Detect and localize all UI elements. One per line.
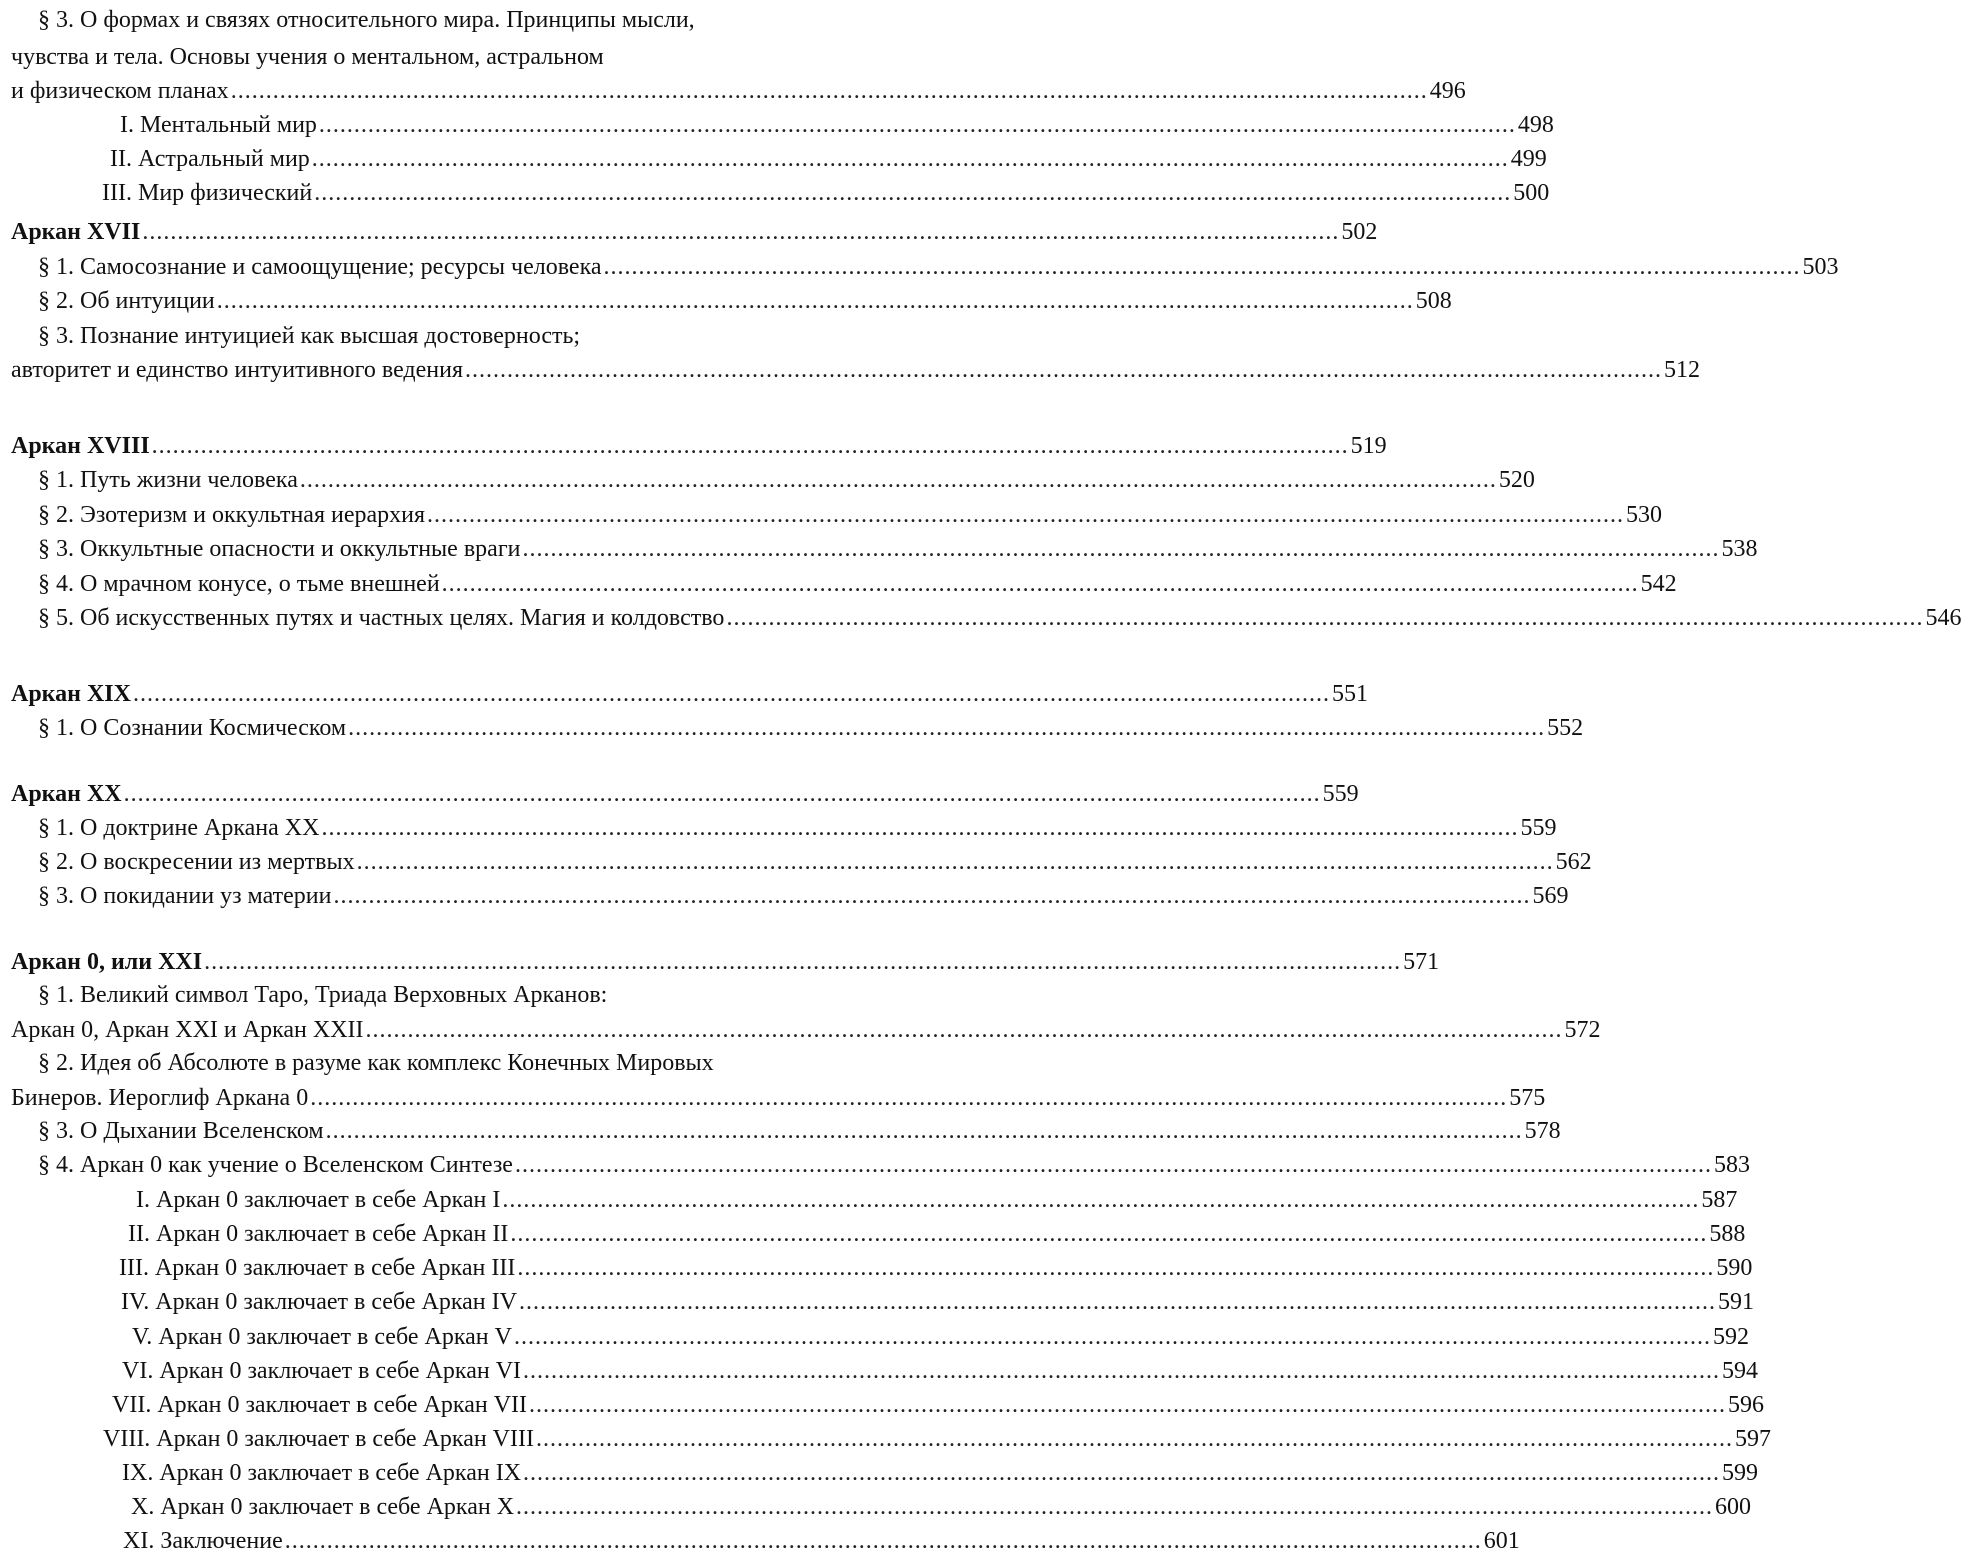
toc-entry[interactable]: XI. Заключение ........................................................................................................................................................................... 601	[123, 1524, 882, 1558]
toc-entry[interactable]: § 2. Об интуиции ........................................................................................................................................................................... 508	[38, 284, 882, 318]
leader-dots: ...........................................................................................................................................................................	[204, 949, 1402, 975]
toc-entry[interactable]: II. Астральный мир ........................................................................................................................................................................... 499	[110, 142, 882, 176]
leader-dots: ...........................................................................................................................................................................	[365, 1017, 1563, 1043]
leader-dots: ...........................................................................................................................................................................	[513, 1324, 1711, 1350]
leader-dots: ...........................................................................................................................................................................	[314, 180, 1512, 206]
toc-chapter[interactable]: Аркан XX ........................................................................................................................................................................... 559	[11, 777, 882, 811]
leader-dots: ...........................................................................................................................................................................	[465, 357, 1662, 383]
leader-dots: ...........................................................................................................................................................................	[348, 715, 1546, 741]
leader-dots: ...........................................................................................................................................................................	[529, 1392, 1727, 1418]
toc-entry[interactable]: III. Аркан 0 заключает в себе Аркан III ........................................................................................................................................................................... 590	[119, 1251, 882, 1285]
toc-entry[interactable]: § 1. Путь жизни человека ........................................................................................................................................................................... 520	[38, 463, 882, 497]
toc-chapter[interactable]: Аркан XVII ........................................................................................................................................................................... 502	[11, 215, 882, 249]
leader-dots: ...........................................................................................................................................................................	[517, 1255, 1715, 1281]
toc-line: § 3. Познание интуицией как высшая достоверность;	[38, 323, 581, 349]
toc-entry[interactable]: X. Аркан 0 заключает в себе Аркан X ........................................................................................................................................................................... 600	[131, 1490, 882, 1524]
toc-entry[interactable]: III. Мир физический ........................................................................................................................................................................... 500	[102, 176, 882, 210]
leader-dots: ...........................................................................................................................................................................	[310, 1085, 1508, 1111]
toc-entry[interactable]: § 1. Самосознание и самоощущение; ресурсы человека ........................................................................................................................................................................... 503	[38, 250, 882, 284]
leader-dots: ...........................................................................................................................................................................	[321, 815, 1519, 841]
toc-entry[interactable]: § 2. Эзотеризм и оккультная иерархия ........................................................................................................................................................................... 530	[38, 498, 882, 532]
leader-dots: ...........................................................................................................................................................................	[356, 849, 1554, 875]
toc-entry[interactable]: Бинеров. Иероглиф Аркана 0 ........................................................................................................................................................................... 575	[11, 1081, 882, 1115]
leader-dots: ...........................................................................................................................................................................	[536, 1426, 1733, 1452]
toc-entry[interactable]: VI. Аркан 0 заключает в себе Аркан VI ........................................................................................................................................................................... 594	[122, 1354, 882, 1388]
leader-dots: ...........................................................................................................................................................................	[516, 1494, 1714, 1520]
leader-dots: ...........................................................................................................................................................................	[123, 781, 1321, 807]
leader-dots: ...........................................................................................................................................................................	[151, 433, 1349, 459]
toc-entry[interactable]: § 3. О Дыхании Вселенском ........................................................................................................................................................................... 578	[38, 1114, 882, 1148]
toc-entry[interactable]: IX. Аркан 0 заключает в себе Аркан IX ........................................................................................................................................................................... 599	[122, 1456, 882, 1490]
leader-dots: ...........................................................................................................................................................................	[132, 681, 1330, 707]
leader-dots: ...........................................................................................................................................................................	[510, 1221, 1708, 1247]
toc-entry[interactable]: IV. Аркан 0 заключает в себе Аркан IV ........................................................................................................................................................................... 591	[121, 1285, 882, 1319]
toc-line: § 2. Идея об Абсолюте в разуме как комплекс Конечных Мировых	[38, 1050, 714, 1076]
toc-line: § 3. О формах и связях относительного мира. Принципы мысли,	[38, 7, 695, 33]
toc-entry[interactable]: § 4. Аркан 0 как учение о Вселенском Синтезе ........................................................................................................................................................................... 583	[38, 1148, 882, 1182]
toc-entry[interactable]: § 4. О мрачном конусе, о тьме внешней ........................................................................................................................................................................... 542	[38, 567, 882, 601]
toc-entry[interactable]: авторитет и единство интуитивного ведения ........................................................................................................................................................................... 512	[11, 353, 882, 387]
toc-chapter[interactable]: Аркан XVIII ........................................................................................................................................................................... 519	[11, 429, 882, 463]
toc-chapter[interactable]: Аркан XIX ........................................................................................................................................................................... 551	[11, 677, 882, 711]
leader-dots: ...........................................................................................................................................................................	[299, 467, 1497, 493]
leader-dots: ...........................................................................................................................................................................	[441, 571, 1639, 597]
toc-chapter[interactable]: Аркан 0, или XXI ........................................................................................................................................................................... 571	[11, 945, 882, 979]
toc-entry[interactable]: § 3. Оккультные опасности и оккультные враги ........................................................................................................................................................................... 538	[38, 532, 882, 566]
toc-entry[interactable]: Аркан 0, Аркан XXI и Аркан XXII ........................................................................................................................................................................... 572	[11, 1013, 882, 1047]
leader-dots: ...........................................................................................................................................................................	[726, 605, 1924, 631]
leader-dots: ...........................................................................................................................................................................	[502, 1187, 1700, 1213]
leader-dots: ...........................................................................................................................................................................	[284, 1528, 1482, 1554]
leader-dots: ...........................................................................................................................................................................	[230, 78, 1428, 104]
toc-entry[interactable]: II. Аркан 0 заключает в себе Аркан II ........................................................................................................................................................................... 588	[128, 1217, 882, 1251]
toc-entry[interactable]: и физическом планах ........................................................................................................................................................................... 496	[11, 74, 882, 108]
leader-dots: ...........................................................................................................................................................................	[325, 1118, 1523, 1144]
leader-dots: ...........................................................................................................................................................................	[518, 1289, 1716, 1315]
toc-line: чувства и тела. Основы учения о ментальном, астральном	[11, 44, 604, 70]
toc-entry[interactable]: VII. Аркан 0 заключает в себе Аркан VII ........................................................................................................................................................................... 596	[112, 1388, 882, 1422]
leader-dots: ...........................................................................................................................................................................	[522, 536, 1720, 562]
toc-entry[interactable]: § 3. О покидании уз материи ........................................................................................................................................................................... 569	[38, 879, 882, 913]
leader-dots: ...........................................................................................................................................................................	[427, 502, 1625, 528]
toc-entry[interactable]: § 1. О Сознании Космическом ........................................................................................................................................................................... 552	[38, 711, 882, 745]
leader-dots: ...........................................................................................................................................................................	[333, 883, 1531, 909]
toc-entry[interactable]: § 1. О доктрине Аркана XX ........................................................................................................................................................................... 559	[38, 811, 882, 845]
toc-entry[interactable]: I. Ментальный мир ........................................................................................................................................................................... 498	[120, 108, 882, 142]
toc-entry[interactable]: V. Аркан 0 заключает в себе Аркан V ........................................................................................................................................................................... 592	[132, 1320, 882, 1354]
toc-entry[interactable]: I. Аркан 0 заключает в себе Аркан I ........................................................................................................................................................................... 587	[136, 1183, 882, 1217]
toc-line: § 1. Великий символ Таро, Триада Верховных Арканов:	[38, 982, 608, 1008]
leader-dots: ...........................................................................................................................................................................	[216, 288, 1414, 314]
leader-dots: ...........................................................................................................................................................................	[142, 219, 1340, 245]
leader-dots: ...........................................................................................................................................................................	[523, 1358, 1721, 1384]
toc-entry[interactable]: § 5. Об искусственных путях и частных целях. Магия и колдовство ........................................................................................................................................................................... 546	[38, 601, 882, 635]
leader-dots: ...........................................................................................................................................................................	[318, 112, 1516, 138]
leader-dots: ...........................................................................................................................................................................	[514, 1152, 1712, 1178]
leader-dots: ...........................................................................................................................................................................	[523, 1460, 1721, 1486]
toc-entry[interactable]: § 2. О воскресении из мертвых ........................................................................................................................................................................... 562	[38, 845, 882, 879]
leader-dots: ...........................................................................................................................................................................	[311, 146, 1509, 172]
toc-entry[interactable]: VIII. Аркан 0 заключает в себе Аркан VIII ........................................................................................................................................................................... 597	[103, 1422, 882, 1456]
leader-dots: ...........................................................................................................................................................................	[603, 254, 1801, 280]
